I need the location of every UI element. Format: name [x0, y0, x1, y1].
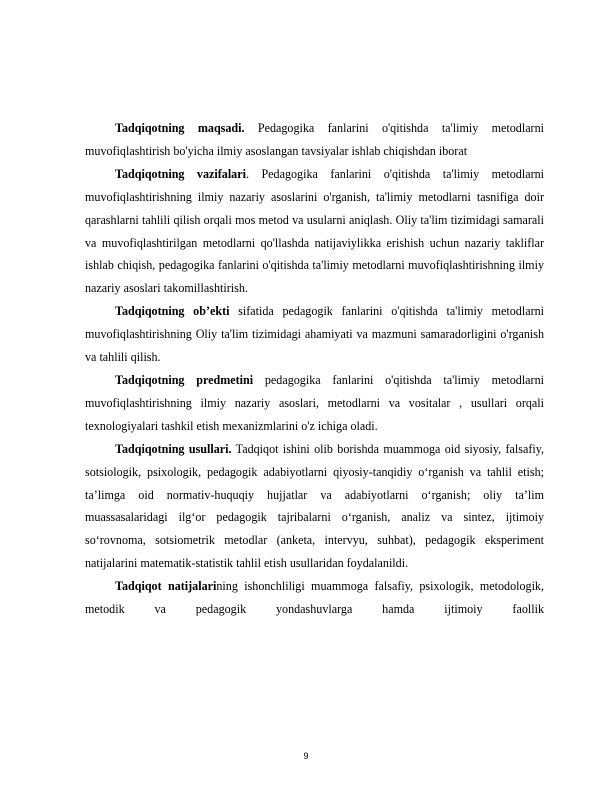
paragraph-heading: Tadqiqot natijalari	[115, 579, 217, 594]
paragraph-heading: Tadqiqotning ob’ekti	[115, 304, 230, 319]
paragraph-text: Pedagogika fanlarini o'qitishda ta'limiy metodlarni muvofiqlashtirish bo'yicha ilmiy asoslangan tavsiyalar ishlab chiqishdan iborat	[85, 121, 544, 158]
paragraph-purpose	[85, 117, 544, 163]
paragraph-text: . Pedagogika fanlarini o'qitishda ta'limiy metodlarni muvofiqlashtirishning ilmiy nazariy asoslarini o'rganish, ta'limiy metodlarni tasnifiga doir qarashlarni tahlili qilish orqali mos metod va usularni aniqlash. Oliy ta'lim tizimidagi samarali va muvofiqlashtirilgan metodlarni qo'llashda natijaviylikka erishish uchun nazariy takliflar ishlab chiqish, pedagogika fanlarini o'qitishda ta'limiy metodlarni muvofiqlashtirishning ilmiy nazariy asoslari takomillashtirish.	[85, 166, 544, 296]
paragraph-text: sifatida pedagogik fanlarini o'qitishda ta'limiy metodlarni muvofiqlashtirishning Oliy ta'lim tizimidagi ahamiyati va mazmuni samaradorligini o'rganish va tahlili qilish.	[85, 304, 544, 365]
paragraph-heading: Tadqiqotning maqsadi.	[115, 121, 245, 135]
paragraph-tasks	[85, 163, 544, 300]
paragraph-heading: Tadqiqotning vazifalari	[115, 166, 246, 181]
page-number: 9	[303, 751, 309, 761]
paragraph-results	[85, 575, 544, 621]
paragraph-methods	[85, 438, 544, 575]
paragraph-text: pedagogika fanlarini o'qitishda ta'limiy metodlarni muvofiqlashtirishning ilmiy nazariy asoslari, metodlarni va vositalar , usullari orqali texnologiyalari tashkil etish mexanizmlarini o'z ichiga oladi.	[85, 372, 544, 433]
paragraph-text: Tadqiqot ishini olib borishda muammoga oid siyosiy, falsafiy, sotsiologik, psixologik, pedagogik adabiyotlarni qiyosiy-tanqidiy o‘rganish va tahlil etish; ta’limga oid normativ-huquqiy hujjatlar va adabiyotlarni o‘rganish; oliy ta’lim muassasalaridagi ilg‘or pedagogik tajribalarni o‘rganish, analiz va sintez, ijtimoiy so‘rovnoma, sotsiometrik metodlar (anketa, intervyu, suhbat), pedagogik eksperiment natijalarini matematik-statistik tahlil etish usullaridan foydalanildi.	[85, 441, 544, 571]
paragraph-heading: Tadqiqotning predmetini	[115, 372, 254, 387]
paragraph-object	[85, 300, 544, 369]
page-body	[85, 117, 544, 621]
paragraph-subject	[85, 369, 544, 438]
paragraph-heading: Tadqiqotning usullari.	[115, 441, 232, 456]
paragraph-text: ning ishonchliligi muammoga falsafiy, psixologik, metodologik, metodik va pedagogik yondashuvlarga hamda ijtimoiy faollik	[85, 579, 545, 617]
